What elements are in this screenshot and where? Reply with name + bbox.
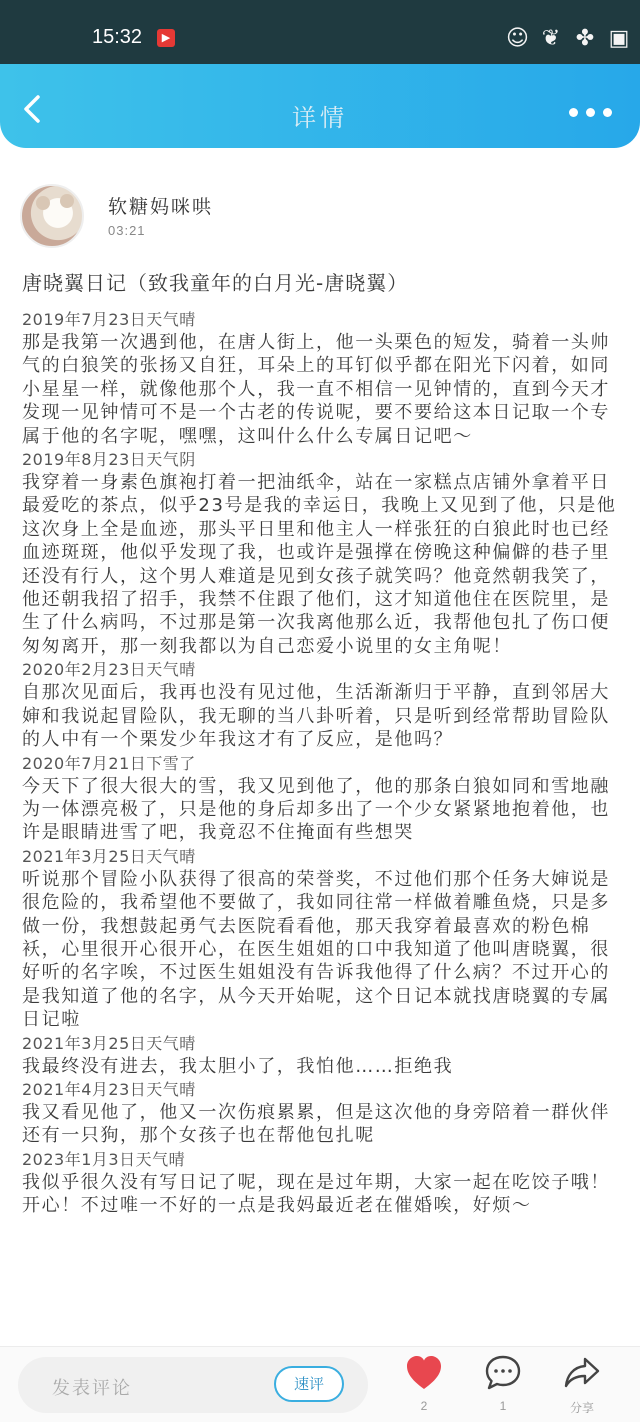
entry-date: 2021年4月23日天气晴 (22, 1079, 196, 1099)
avatar[interactable] (20, 184, 84, 248)
status-time: 15:32 (92, 26, 143, 48)
status-icons (506, 26, 630, 51)
heart-icon (404, 1353, 444, 1395)
quick-comment-button[interactable]: 速评 (274, 1366, 344, 1402)
diary-entry (22, 1078, 620, 1148)
entry-date: 2023年1月3日天气晴 (22, 1149, 186, 1169)
entry-date: 2019年8月23日天气阴 (22, 450, 196, 470)
diary-entry (22, 448, 620, 658)
diary-entry (22, 752, 620, 845)
comment-bubble-icon (483, 1353, 523, 1395)
share-label: 分享 (569, 1401, 594, 1415)
entry-body: 我穿着一身素色旗袍打着一把油纸伞，站在一家糕点店铺外拿着平日最爱吃的茶点，似乎23号是我的幸运日，我晚上又见到了他，只是他这次身上全是血迹，那头平日里和他主人一样张狂的白狼此时也已经血迹斑斑，他似乎发现了我，也或许是强撑在傍晚这种偏僻的巷子里还没有行人，这个男人难道是见到女孩子就笑吗？他竟然朝我笑了，他还朝我招了招手，我禁不住跟了他们，这才知道他住在医院里，是生了什么病吗，不过那是第一次我离他那么近，我帮他包扎了伤口便匆匆离开，那一刻我都以为自己恋爱小说里的女主角呢！ (22, 472, 617, 657)
entry-body: 自那次见面后，我再也没有见过他，生活渐渐归于平静，直到邻居大婶和我说起冒险队，我无聊的当八卦听着，只是听到经常帮助冒险队的人中有一个栗发少年我这才有了反应，是他吗？ (22, 682, 610, 751)
diary-entry (22, 1032, 620, 1078)
post-title: 唐晓翼日记（致我童年的白月光-唐晓翼） (22, 271, 409, 295)
entry-date: 2021年3月25日天气晴 (22, 846, 196, 866)
author-header (20, 184, 620, 246)
post-content (22, 268, 620, 1218)
author-name[interactable]: 软糖妈咪哄 (108, 196, 214, 218)
entry-body: 我最终没有进去，我太胆小了，我怕他……拒绝我 (22, 1055, 454, 1077)
comment-placeholder: 发表评论 (52, 1378, 132, 1399)
diary-entry (22, 845, 620, 1032)
share-arrow-icon (562, 1353, 602, 1395)
comment-button[interactable] (473, 1353, 533, 1413)
screen-record-icon: ▶ (157, 29, 175, 47)
diary-entry (22, 1148, 620, 1218)
status-bar (0, 0, 640, 64)
entry-body: 今天下了很大很大的雪，我又见到他了，他的那条白狼如同和雪地融为一体漂亮极了，只是他的身后却多出了一个少女紧紧地抱着他，也许是眼睛进雪了吧，我竟忍不住掩面有些想哭 (22, 775, 610, 844)
bottom-action-bar (0, 1346, 640, 1422)
cat-face-icon: ☺ (506, 26, 529, 51)
comment-input[interactable] (18, 1357, 368, 1413)
nav-bar (0, 64, 640, 148)
butterfly-icon: ❦ (541, 26, 561, 51)
like-count: 2 (420, 1399, 428, 1413)
page-title: 详情 (292, 104, 348, 132)
entry-body: 我又看见他了，他又一次伤痕累累，但是这次他的身旁陪着一群伙伴还有一只狗，那个女孩子也在帮他包扎呢 (22, 1101, 610, 1147)
entry-date: 2020年2月23日天气晴 (22, 660, 196, 680)
more-options-icon[interactable] (569, 108, 612, 117)
entry-body: 那是我第一次遇到他，在唐人街上，他一头栗色的短发，骑着一头帅气的白狼笑的张扬又自狂，耳朵上的耳钉似乎都在阳光下闪着，如同小星星一样，就像他那个人，我一直不相信一见钟情的，直到今天才发现一见钟情可不是一个古老的传说呢，要不要给这本日记取一个专属于他的名字呢，嘿嘿，这叫什么什么专属日记吧～ (22, 332, 610, 447)
diary-entry (22, 308, 620, 448)
entry-date: 2019年7月23日天气晴 (22, 310, 196, 329)
cat-icon: ▣ (608, 26, 630, 51)
diary-entry (22, 658, 620, 751)
share-button[interactable] (552, 1353, 612, 1416)
entry-date: 2021年3月25日天气晴 (22, 1033, 196, 1053)
like-button[interactable] (394, 1353, 454, 1413)
entry-body: 我似乎很久没有写日记了呢，现在是过年期，大家一起在吃饺子哦！开心！不过唯一不好的一点是我妈最近老在催婚唉，好烦～ (22, 1171, 610, 1217)
comment-count: 1 (499, 1399, 507, 1413)
post-time: 03:21 (108, 223, 146, 238)
clover-icon: ✤ (575, 26, 595, 51)
entry-date: 2020年7月21日下雪了 (22, 753, 196, 773)
entry-body: 听说那个冒险小队获得了很高的荣誉奖，不过他们那个任务大婶说是很危险的，我希望他不要做了，我如同往常一样做着雕鱼烧，只是多做一份，我想鼓起勇气去医院看看他，那天我穿着最喜欢的粉色棉袄，心里很开心很开心，在医生姐姐的口中我知道了他叫唐晓翼，很好听的名字唉，不过医生姐姐没有告诉我他得了什么病？不过开心的是我知道了他的名字，从今天开始呢，这个日记本就找唐晓翼的专属日记啦 (22, 868, 610, 1031)
